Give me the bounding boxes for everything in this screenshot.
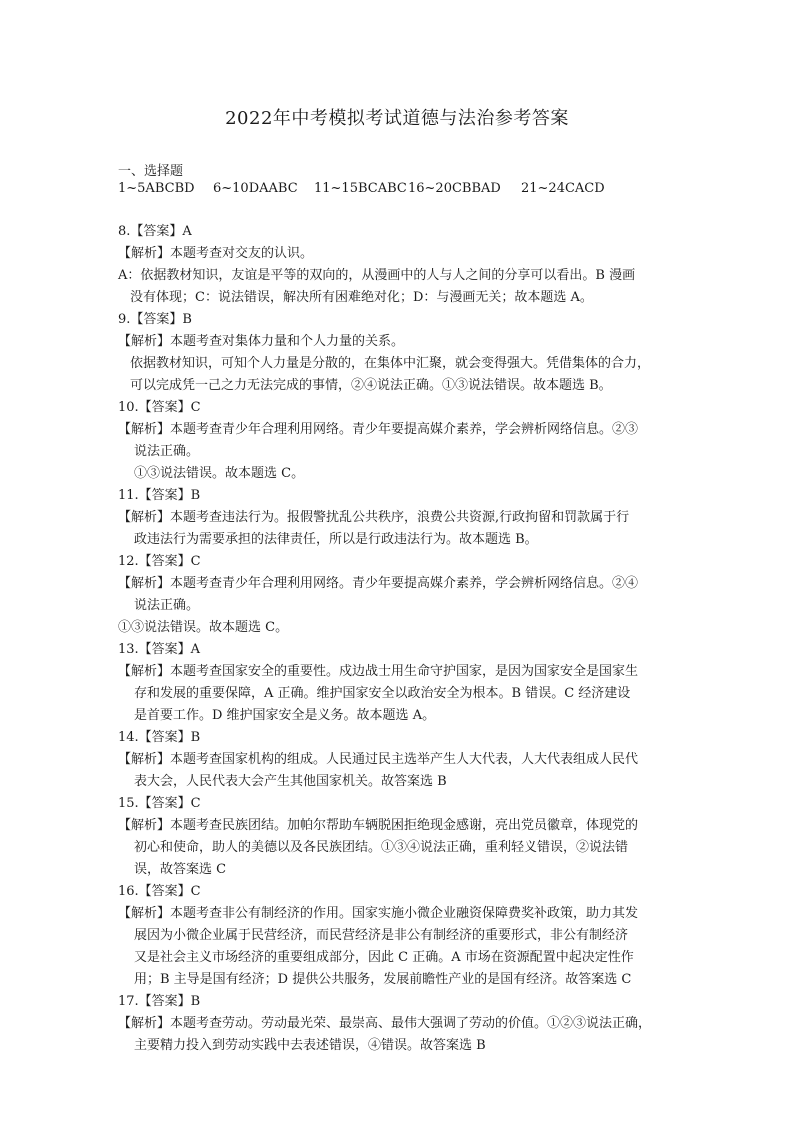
explanation-line: 存和发展的重要保障，A 正确。维护国家安全以政治安全为根本。B 错误。C 经济建设: [134, 686, 631, 701]
explanation-line: 【解析】本题考查国家机构的组成。人民通过民主选举产生人大代表，人大代表组成人民代: [118, 752, 639, 767]
answer-line: 17.【答案】B: [118, 994, 201, 1009]
answer-line: 9.【答案】B: [118, 312, 192, 327]
answer-line: 12.【答案】C: [118, 554, 201, 569]
explanation-line: 又是社会主义市场经济的重要组成部分，因此 C 正确。A 市场在资源配置中起决定性作: [134, 950, 634, 965]
explanation-line: 可以完成凭一己之力无法完成的事情，②④说法正确。①③说法错误。故本题选 B。: [130, 378, 612, 393]
explanation-line: 主要精力投入到劳动实践中去表述错误，④错误。故答案选 B: [134, 1038, 486, 1053]
answer-line: 13.【答案】A: [118, 642, 201, 657]
explanation-line: 【解析】本题考查民族团结。加帕尔帮助车辆脱困拒绝现金感谢，亮出党员徽章，体现党的: [118, 818, 639, 833]
answer-group: 16~20CBBAD: [408, 181, 501, 196]
answer-line: 10.【答案】C: [118, 400, 201, 415]
answer-group: 21~24CACD: [521, 181, 605, 196]
explanation-line: 是首要工作。D 维护国家安全是义务。故本题选 A。: [134, 708, 436, 723]
explanation-line: 展因为小微企业属于民营经济，而民营经济是非公有制经济的重要形式，非公有制经济: [134, 928, 629, 943]
explanation-line: 【解析】本题考查对集体力量和个人力量的关系。: [118, 334, 405, 349]
explanation-line: 没有体现；C：说法错误，解决所有困难绝对化；D：与漫画无关；故本题选 A。: [130, 290, 593, 305]
explanation-line: 【解析】本题考查非公有制经济的作用。国家实施小微企业融资保障费奖补政策，助力其发: [118, 906, 639, 921]
explanation-line: 初心和使命，助人的美德以及各民族团结。①③④说法正确，重利轻义错误，②说法错: [134, 840, 629, 855]
explanation-line: 【解析】本题考查国家安全的重要性。戍边战士用生命守护国家，是因为国家安全是国家生: [118, 664, 639, 679]
page-title: 2022年中考模拟考试道德与法治参考答案: [225, 108, 569, 129]
explanation-line: 表大会，人民代表大会产生其他国家机关。故答案选 B: [134, 774, 447, 789]
explanation-line: 【解析】本题考查劳动。劳动最光荣、最崇高、最伟大强调了劳动的价值。①②③说法正确，: [118, 1016, 652, 1031]
answer-line: 14.【答案】B: [118, 730, 201, 745]
explanation-line: 说法正确。: [134, 598, 200, 613]
answer-explanations: [118, 221, 688, 1057]
section-heading: 一、选择题: [118, 164, 184, 179]
explanation-line: 【解析】本题考查青少年合理利用网络。青少年要提高媒介素养，学会辨析网络信息。②③: [118, 422, 639, 437]
explanation-line: 误，故答案选 C: [134, 862, 227, 877]
explanation-line: 用；B 主导是国有经济；D 提供公共服务，发展前瞻性产业的是国有经济。故答案选 C: [134, 972, 632, 987]
explanation-line: 说法正确。: [134, 444, 200, 459]
explanation-line: ①③说法错误。故本题选 C。: [118, 620, 289, 635]
explanation-line: 【解析】本题考查对交友的认识。: [118, 246, 314, 261]
answer-line: 11.【答案】B: [118, 488, 201, 503]
answer-group: 1~5ABCBD: [118, 181, 195, 196]
answer-line: 8.【答案】A: [118, 224, 192, 239]
answer-group: 11~15BCABC: [314, 181, 407, 196]
explanation-line: ①③说法错误。故本题选 C。: [134, 466, 305, 481]
answer-line: 16.【答案】C: [118, 884, 201, 899]
explanation-line: 政违法行为需要承担的法律责任，所以是行政违法行为。故本题选 B。: [134, 532, 538, 547]
answer-line: 15.【答案】C: [118, 796, 201, 811]
explanation-line: 依据教材知识，可知个人力量是分散的，在集体中汇聚，就会变得强大。凭借集体的合力，: [130, 356, 651, 371]
answer-group: 6~10DAABC: [213, 181, 298, 196]
explanation-line: 【解析】本题考查青少年合理利用网络。青少年要提高媒介素养，学会辨析网络信息。②④: [118, 576, 639, 591]
explanation-line: 【解析】本题考查违法行为。报假警扰乱公共秩序，浪费公共资源,行政拘留和罚款属于行: [118, 510, 630, 525]
explanation-line: A：依据教材知识，友谊是平等的双向的，从漫画中的人与人之间的分享可以看出。B 漫画: [118, 268, 636, 283]
